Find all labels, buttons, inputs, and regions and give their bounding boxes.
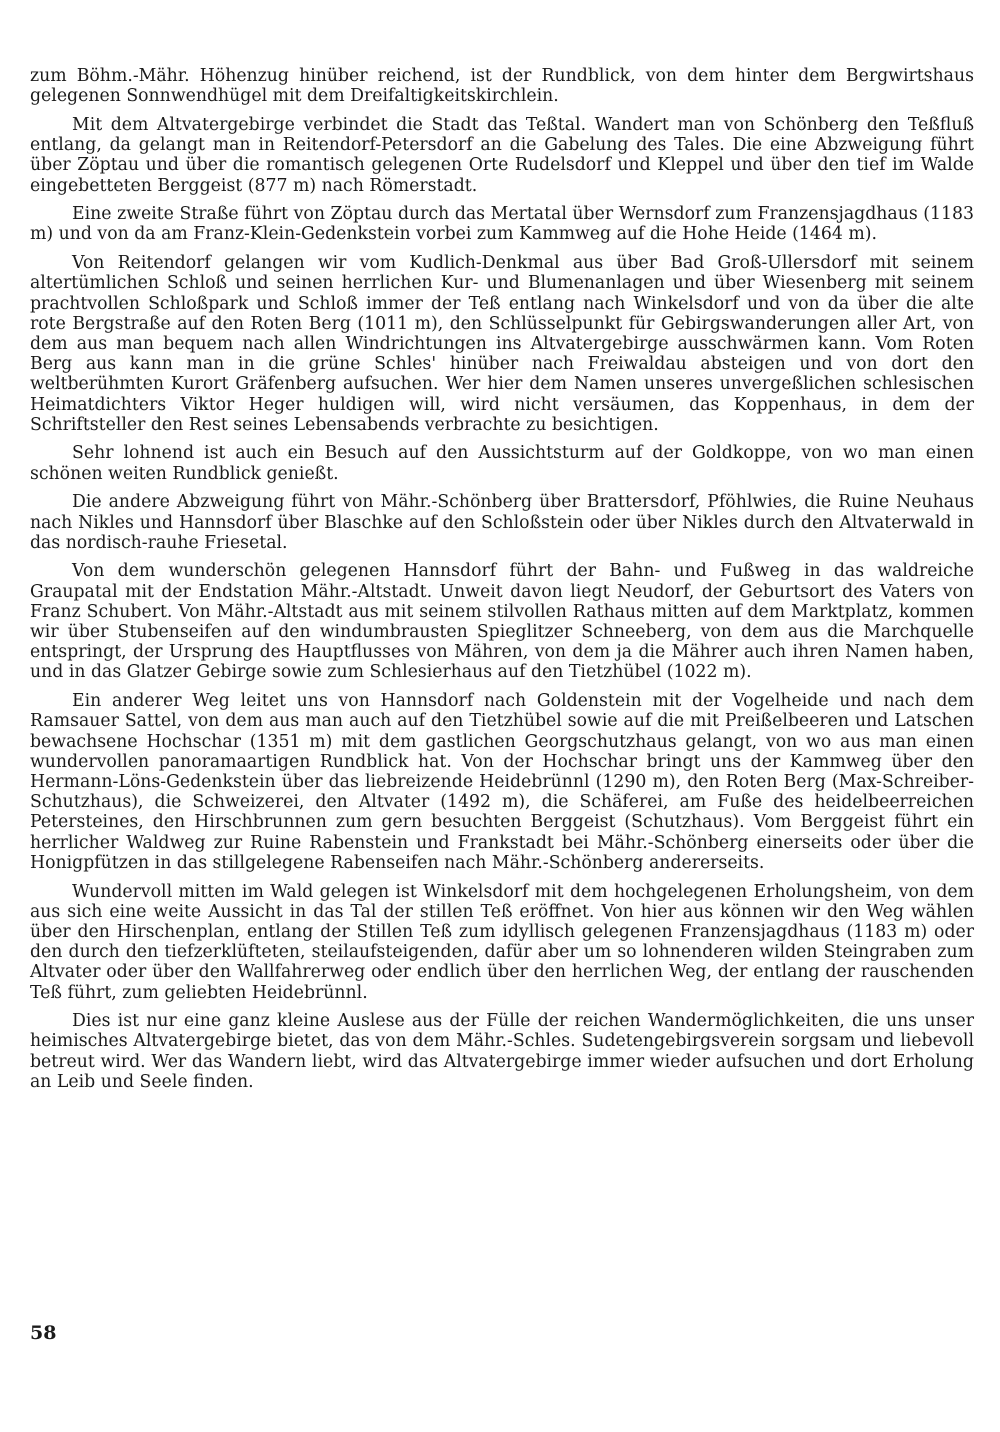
paragraph-andere-abzweigung: Die andere Abzweigung führt von Mähr.-Schönberg über Brattersdorf, Pföhlwies, die Ruine Neuhaus nach Nikles und Hannsdorf über Blaschke auf den Schloßstein oder über Nikles durch den Altvaterwald in das nordisch-rauhe Friesetal. [30,492,974,553]
paragraph-reitendorf: Von Reitendorf gelangen wir vom Kudlich-Denkmal aus über Bad Groß-Ullersdorf mit seinem altertümlichen Schloß und seinen herrlichen Kur- und Blumenanlagen und über Wiesenberg mit seinem prachtvollen Schloßpark und Schloß immer der Teß entlang nach Winkelsdorf und von da über die alte rote Bergstraße auf den Roten Berg (1011 m), den Schlüsselpunkt für Gebirgswanderungen aller Art, von dem aus man bequem nach allen Windrichtungen ins Altvatergebirge ausschwärmen kann. Vom Roten Berg aus kann man in die grüne Schles' hinüber nach Freiwaldau absteigen und von dort den weltberühmten Kurort Gräfenberg aufsuchen. Wer hier dem Namen unseres unvergeßlichen schlesischen Heimatdichters Viktor Heger huldigen will, wird nicht versäumen, das Koppenhaus, in dem der Schriftsteller den Rest seines Lebensabends verbrachte zu besichtigen. [30,253,974,435]
paragraph-anderer-weg: Ein anderer Weg leitet uns von Hannsdorf nach Goldenstein mit der Vogelheide und nach dem Ramsauer Sattel, von dem aus man auch auf den Tietzhübel sowie auf die mit Preißelbeeren und Latschen bewachsene Hochschar (1351 m) mit dem gastlichen Georgschutzhaus gelangt, von wo aus man einen wundervollen panoramaartigen Rundblick hat. Von der Hochschar bringt uns der Kammweg über den Hermann-Löns-Gedenkstein über das liebreizende Heidebrünnl (1290 m), den Roten Berg (Max-Schreiber-Schutzhaus), die Schweizerei, den Altvater (1492 m), die Schäferei, am Fuße des heidelbeerreichen Petersteines, den Hirschbrunnen zum gern besuchten Berggeist (Schutzhaus). Vom Berggeist führt ein herrlicher Waldweg zur Ruine Rabenstein und Frankstadt bei Mähr.-Schönberg einerseits oder über die Honigpfützen in das stillgelegene Rabenseifen nach Mähr.-Schönberg andererseits. [30,691,974,873]
page-body [30,66,974,1101]
paragraph-auslese: Dies ist nur eine ganz kleine Auslese aus der Fülle der reichen Wandermöglichkeiten, die uns unser heimisches Altvatergebirge bietet, das von dem Mähr.-Schles. Sudetengebirgsverein sorgsam und liebevoll betreut wird. Wer das Wandern liebt, wird das Altvatergebirge immer wieder aufsuchen und dort Erholung an Leib und Seele finden. [30,1011,974,1092]
paragraph-hannsdorf: Von dem wunderschön gelegenen Hannsdorf führt der Bahn- und Fußweg in das waldreiche Graupatal mit der Endstation Mähr.-Altstadt. Unweit davon liegt Neudorf, der Geburtsort des Vaters von Franz Schubert. Von Mähr.-Altstadt aus mit seinem stilvollen Rathaus mitten auf dem Marktplatz, kommen wir über Stubenseifen auf den windumbrausten Spieglitzer Schneeberg, von dem aus die Marchquelle entspringt, der Ursprung des Hauptflusses von Mähren, von dem ja die Mährer auch ihren Namen haben, und in das Glatzer Gebirge sowie zum Schlesierhaus auf den Tietzhübel (1022 m). [30,561,974,683]
paragraph-continuation: zum Böhm.-Mähr. Höhenzug hinüber reichend, ist der Rundblick, von dem hinter dem Bergwirtshaus gelegenen Sonnwendhügel mit dem Dreifaltigkeitskirchlein. [30,66,974,107]
paragraph-winkelsdorf: Wundervoll mitten im Wald gelegen ist Winkelsdorf mit dem hochgelegenen Erholungsheim, von dem aus sich eine weite Aussicht in das Tal der stillen Teß eröffnet. Von hier aus können wir den Weg wählen über den Hirschenplan, entlang der Stillen Teß zum idyllisch gelegenen Franzensjagdhaus (1183 m) oder den durch den tiefzerklüfteten, steilaufsteigenden, dafür aber um so lohnenderen wilden Steingraben zum Altvater oder über den Wallfahrerweg oder endlich über den herrlichen Weg, der entlang der rauschenden Teß führt, zum geliebten Heidebrünnl. [30,881,974,1003]
paragraph-goldkoppe: Sehr lohnend ist auch ein Besuch auf den Aussichtsturm auf der Goldkoppe, von wo man einen schönen weiten Rundblick genießt. [30,443,974,484]
paragraph-zweite-strasse: Eine zweite Straße führt von Zöptau durch das Mertatal über Wernsdorf zum Franzensjagdhaus (1183 m) und von da am Franz-Klein-Gedenkstein vorbei zum Kammweg auf die Hohe Heide (1464 m). [30,204,974,245]
page-number: 58 [30,1322,57,1344]
paragraph-tesstal: Mit dem Altvatergebirge verbindet die Stadt das Teßtal. Wandert man von Schönberg den Teßfluß entlang, da gelangt man in Reitendorf-Petersdorf an die Gabelung des Tales. Die eine Abzweigung führt über Zöptau und über die romantisch gelegenen Orte Rudelsdorf und Kleppel und über den tief im Walde eingebetteten Berggeist (877 m) nach Römerstadt. [30,114,974,196]
